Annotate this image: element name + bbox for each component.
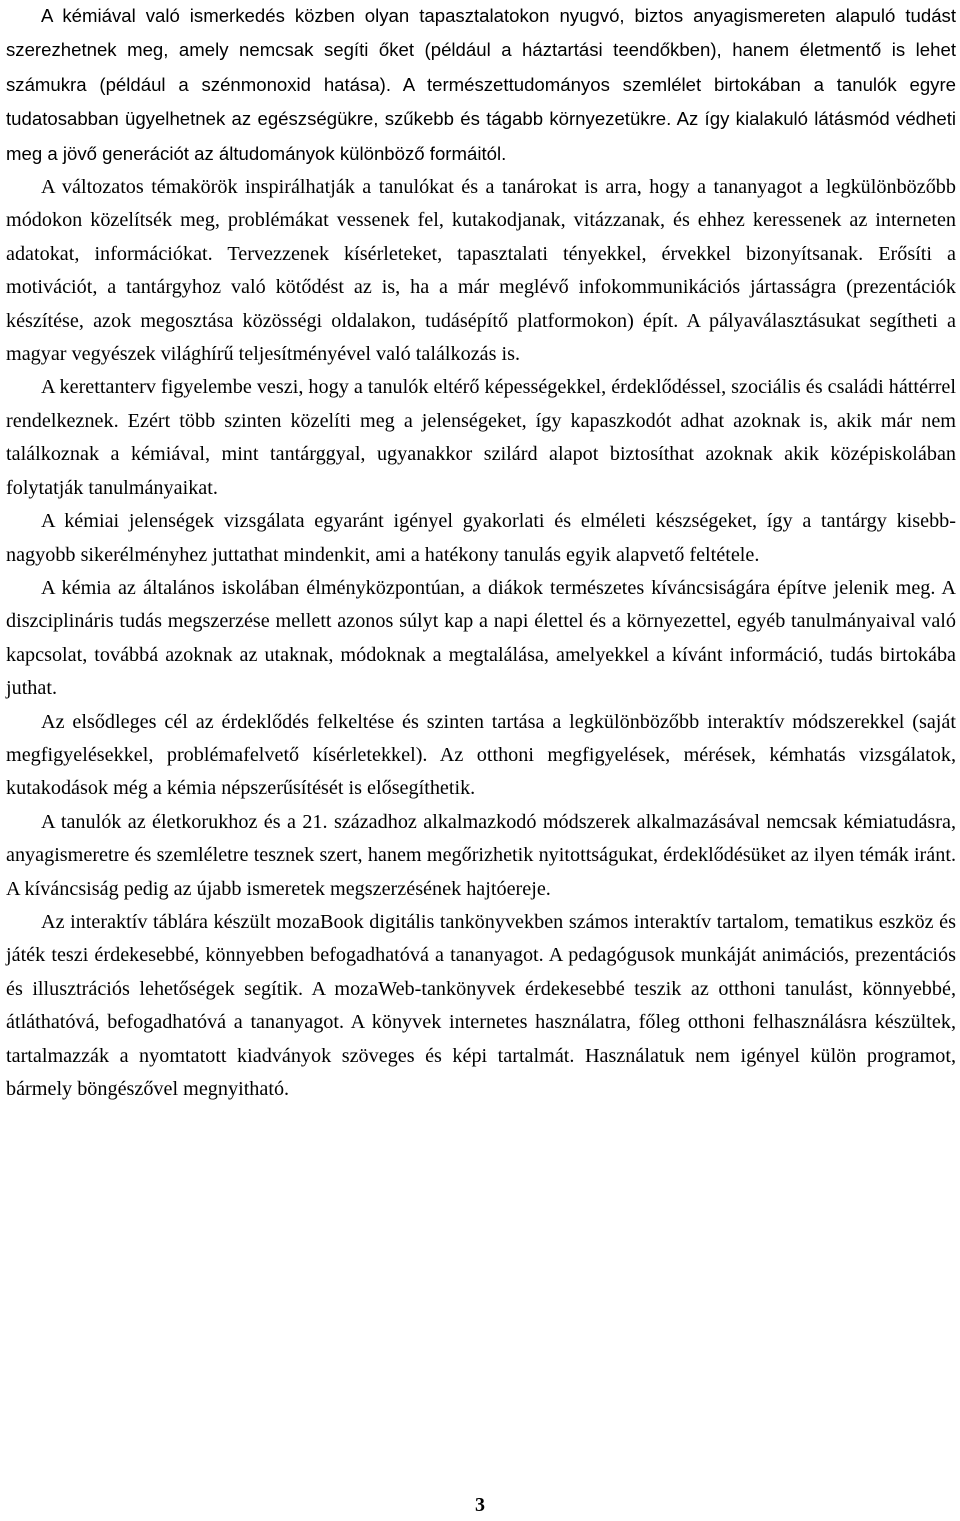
paragraph-text: A tanulók az életkorukhoz és a 21. századhoz alkalmazkodó módszerek alkalmazásával nemcsak kémiatudásra, anyagismeretre és szemléletre tesznek szert, hanem megőrizhetik nyitottságukat, érdeklődésüket az ilyen témák iránt. A kíváncsiság pedig az újabb ismeretek megszerzésének hajtóereje.	[6, 810, 956, 900]
paragraph-text: A kémiai jelenségek vizsgálata egyaránt igényel gyakorlati és elméleti készségeket, így a tantárgy kisebb-nagyobb sikerélményhez juttathat mindenkit, ami a hatékony tanulás egyik alapvető feltétele.	[6, 510, 956, 566]
document-body	[6, 0, 956, 1106]
paragraph-3	[6, 371, 956, 505]
page-number: 3	[475, 1494, 485, 1516]
paragraph-text: A kerettanterv figyelembe veszi, hogy a tanulók eltérő képességekkel, érdeklődéssel, szociális és családi háttérrel rendelkeznek. Ezért több szinten közelíti meg a jelenségeket, így kapaszkodót adhat azoknak is, akik már nem találkoznak a kémiával, mint tantárggyal, ugyanakkor szilárd alapot biztosíthat azoknak akik középiskolában folytatják tanulmányaikat.	[6, 376, 956, 499]
paragraph-5	[6, 572, 956, 706]
paragraph-text: A változatos témakörök inspirálhatják a tanulókat és a tanárokat is arra, hogy a tananyagot a legkülönbözőbb módokon közelítsék meg, problémákat vessenek fel, kutakodjanak, vitázzanak, és ehhez keressenek az interneten adatokat, információkat. Tervezzenek kísérleteket, tapasztalati tényekkel, érvekkel bizonyítsanak. Erősíti a motivációt, a tantárgyhoz való kötődést az is, ha a már meglévő infokommunikációs jártasságra (prezentációk készítése, azok megosztása közösségi oldalakon, tudásépítő platformokon) épít. A pályaválasztásukat segítheti a magyar vegyészek világhírű teljesítményével való találkozás is.	[6, 176, 956, 366]
paragraph-4	[6, 505, 956, 572]
paragraph-6	[6, 706, 956, 806]
paragraph-2	[6, 171, 956, 371]
paragraph-text: A kémiával való ismerkedés közben olyan tapasztalatokon nyugvó, biztos anyagismereten alapuló tudást szerezhetnek meg, amely nemcsak segíti őket (például a háztartási teendőkben), hanem életmentő is lehet számukra (például a szénmonoxid hatása). A természettudományos szemlélet birtokában a tanulók egyre tudatosabban ügyelhetnek az egészségükre, szűkebb és tágabb környezetükre. Az így kialakuló látásmód védheti meg a jövő generációt az áltudományok különböző formáitól.	[6, 5, 956, 164]
paragraph-7	[6, 806, 956, 906]
paragraph-text: A kémia az általános iskolában élményközpontúan, a diákok természetes kíváncsiságára építve jelenik meg. A diszciplináris tudás megszerzése mellett azonos súlyt kap a napi élettel és a környezettel, egyéb tanulmányaival való kapcsolat, továbbá azoknak az utaknak, módoknak a megtalálása, amelyekkel a kívánt információ, tudás birtokába juthat.	[6, 576, 956, 700]
paragraph-1	[6, 0, 956, 171]
paragraph-8	[6, 906, 956, 1106]
paragraph-text: Az elsődleges cél az érdeklődés felkeltése és szinten tartása a legkülönbözőbb interaktív módszerekkel (saját megfigyelésekkel, problémafelvető kísérletekkel). Az otthoni megfigyelések, mérések, kémhatás vizsgálatok, kutakodások még a kémia népszerűsítését is elősegíthetik.	[6, 710, 956, 800]
paragraph-text: Az interaktív táblára készült mozaBook digitális tankönyvekben számos interaktív tartalom, tematikus eszköz és játék teszi érdekesebbé, könnyebben befogadhatóvá a tananyagot. A pedagógusok munkáját animációs, prezentációs és illusztrációs lehetőségek segítik. A mozaWeb-tankönyvek érdekesebbé teszik az otthoni tanulást, könnyebbé, átláthatóvá, befogadhatóvá a tananyagot. A könyvek internetes használatra, főleg otthoni felhasználásra készültek, tartalmazzák a nyomtatott kiadványok szöveges és képi tartalmát. Használatuk nem igényel külön programot, bármely böngészővel megnyitható.	[6, 910, 956, 1100]
